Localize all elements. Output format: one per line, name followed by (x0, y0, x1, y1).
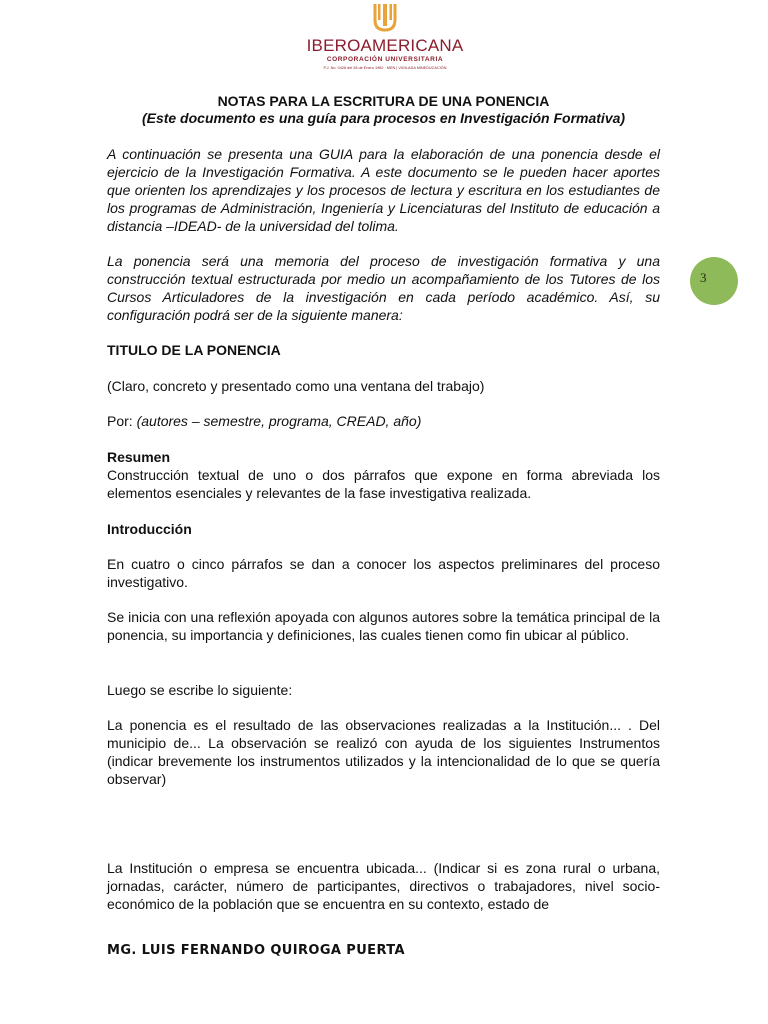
title-note: (Claro, concreto y presentado como una ventana del trabajo) (107, 378, 485, 394)
document-title: NOTAS PARA LA ESCRITURA DE UNA PONENCIA (217, 93, 550, 109)
page-number-badge (690, 257, 738, 305)
by-detail: (autores – semestre, programa, CREAD, año) (136, 413, 422, 429)
resumen-text: Construcción textual de uno o dos párrafos que expone en forma abreviada los elementos esenciales y relevantes de la fase investigativa realizada. (107, 467, 660, 501)
intro-paragraph-4: La ponencia es el resultado de las observaciones realizadas a la Institución... . Del municipio de... La observación se realizó con ayuda de los siguientes Instrumentos (indicar brevemente los instrumentos utilizados y la intencionalidad de lo que se quería observar) (107, 717, 660, 787)
by-label: Por: (107, 413, 133, 429)
authors-line (107, 412, 660, 430)
intro-paragraph-1: En cuatro o cinco párrafos se dan a conocer los aspectos preliminares del proceso investigativo. (107, 556, 660, 590)
memory-paragraph: La ponencia será una memoria del proceso de investigación formativa y una construcción textual estructurada por medio un acompañamiento de los Tutores de los Cursos Articuladores de la investigación en cada período académico. Así, su configuración podrá ser de la siguiente manera: (107, 253, 660, 323)
iberoamericana-emblem-icon (371, 2, 399, 34)
logo-subtitle: CORPORACIÓN UNIVERSITARIA (326, 56, 444, 63)
logo-name: IBEROAMERICANA (306, 36, 464, 55)
intro-paragraph: A continuación se presenta una GUIA para la elaboración de una ponencia desde el ejercicio de la Investigación Formativa. A este documento se le pueden hacer aportes que orienten los aprendizajes y los procesos de lectura y escritura en los estudiantes de los programas de Administración, Ingeniería y Licenciaturas del Instituto de educación a distancia –IDEAD- de la universidad del tolima. (107, 146, 660, 234)
intro-paragraph-2: Se inicia con una reflexión apoyada con algunos autores sobre la temática principal de la ponencia, su importancia y definiciones, las cuales tienen como fin ubicar al público. (107, 609, 660, 643)
introduccion-heading: Introducción (107, 521, 192, 537)
page-number: 3 (700, 270, 707, 285)
section-title: TITULO DE LA PONENCIA (107, 342, 281, 358)
document-subtitle: (Este documento es una guía para procesos en Investigación Formativa) (141, 110, 626, 126)
intro-paragraph-3: Luego se escribe lo siguiente: (107, 682, 293, 698)
resumen-heading: Resumen (107, 449, 171, 465)
author-footer: MG. LUIS FERNANDO QUIROGA PUERTA (107, 943, 406, 958)
university-logo (290, 2, 480, 76)
logo-legal-text: P.J. No. 0428 del 28 de Enero 1982 · MEN | VIGILADA MINEDUCACIÓN (323, 66, 447, 70)
intro-paragraph-5: La Institución o empresa se encuentra ubicada... (Indicar si es zona rural o urbana, jornadas, carácter, número de participantes, directivos o trabajadores, nivel socio-económico de la población que se encuentra en su contexto, estado de (107, 860, 660, 912)
